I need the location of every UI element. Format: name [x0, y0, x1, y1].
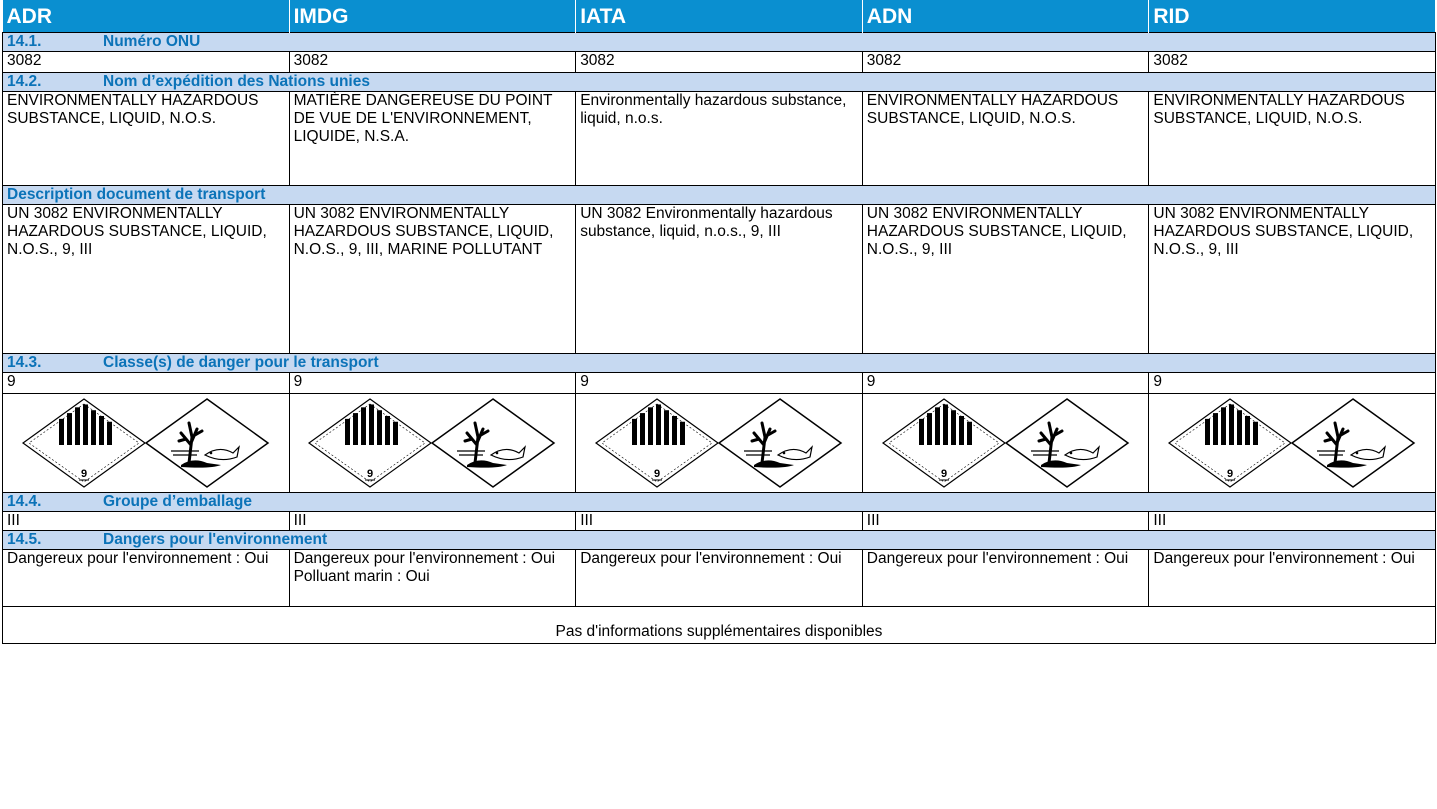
column-header-rid: RID: [1149, 0, 1436, 33]
pictogram-cell: [3, 394, 290, 493]
environment-row: [3, 550, 1436, 607]
transport-doc-cell: UN 3082 Environmentally hazardous substance, liquid, n.o.s., 9, III: [576, 205, 863, 354]
env-danger-cell: Dangereux pour l'environnement : Oui: [576, 550, 863, 607]
un-number-cell: 3082: [3, 52, 290, 73]
packing-group-cell: III: [1149, 512, 1436, 531]
section-title: Description document de transport: [3, 186, 1436, 205]
env-danger-cell: Dangereux pour l'environnement : Oui Polluant marin : Oui: [289, 550, 576, 607]
pictogram-cell: [1149, 394, 1436, 493]
shipping-name-cell: ENVIRONMENTALLY HAZARDOUS SUBSTANCE, LIQUID, N.O.S.: [1149, 92, 1436, 186]
shipping-name-cell: ENVIRONMENTALLY HAZARDOUS SUBSTANCE, LIQUID, N.O.S.: [862, 92, 1149, 186]
class-label: 9: [653, 468, 661, 480]
footer-note: Pas d'informations supplémentaires disponibles: [3, 607, 1436, 644]
env-danger-cell: Dangereux pour l'environnement : Oui: [3, 550, 290, 607]
column-header-adr: ADR: [3, 0, 290, 33]
hazard-class-cell: 9: [289, 373, 576, 394]
section-title: Groupe d’emballage: [103, 493, 253, 510]
transport-doc-cell: UN 3082 ENVIRONMENTALLY HAZARDOUS SUBSTANCE, LIQUID, N.O.S., 9, III: [3, 205, 290, 354]
transport-doc-cell: UN 3082 ENVIRONMENTALLY HAZARDOUS SUBSTANCE, LIQUID, N.O.S., 9, III: [862, 205, 1149, 354]
packing-group-cell: III: [576, 512, 863, 531]
section-number: 14.5.: [7, 531, 42, 548]
un-number-cell: 3082: [289, 52, 576, 73]
class-9-diamond-icon: [1169, 399, 1291, 487]
environment-hazard-icon: [432, 399, 554, 487]
transport-doc-cell: UN 3082 ENVIRONMENTALLY HAZARDOUS SUBSTANCE, LIQUID, N.O.S., 9, III, MARINE POLLUTANT: [289, 205, 576, 354]
hazard-pictograms: [594, 397, 844, 489]
class-9-diamond-icon: [883, 399, 1005, 487]
hazard-class-cell: 9: [3, 373, 290, 394]
un-number-cell: 3082: [1149, 52, 1436, 73]
hazard-class-cell: 9: [862, 373, 1149, 394]
un-number-cell: 3082: [576, 52, 863, 73]
class-label: 9: [1227, 468, 1234, 480]
class-9-diamond-icon: [309, 399, 431, 487]
column-header-iata: IATA: [576, 0, 863, 33]
section-row-environment: [3, 531, 1436, 550]
pictogram-cell: [289, 394, 576, 493]
column-header-adn: ADN: [862, 0, 1149, 33]
class-9-diamond-icon: [23, 399, 145, 487]
pictogram-cell: [576, 394, 863, 493]
shipping-name-row: [3, 92, 1436, 186]
class-9-diamond-icon: [596, 399, 718, 487]
section-row-packing-group: [3, 493, 1436, 512]
shipping-name-cell: Environmentally hazardous substance, liquid, n.o.s.: [576, 92, 863, 186]
environment-hazard-icon: [719, 399, 841, 487]
hazard-pictograms: [21, 397, 271, 489]
packing-group-row: [3, 512, 1436, 531]
environment-hazard-icon: [146, 399, 268, 487]
un-number-cell: 3082: [862, 52, 1149, 73]
section-row-shipping-name: [3, 73, 1436, 92]
hazard-class-cell: 9: [1149, 373, 1436, 394]
section-row-un-number: [3, 33, 1436, 52]
column-header-imdg: IMDG: [289, 0, 576, 33]
un-number-row: [3, 52, 1436, 73]
section-title: Numéro ONU: [103, 33, 201, 50]
section-row-transport-doc: [3, 186, 1436, 205]
section-number: 14.3.: [7, 354, 42, 371]
section-number: 14.2.: [7, 73, 42, 90]
packing-group-cell: III: [3, 512, 290, 531]
env-danger-cell: Dangereux pour l'environnement : Oui: [1149, 550, 1436, 607]
environment-hazard-icon: [1006, 399, 1128, 487]
hazard-pictograms: [881, 397, 1131, 489]
section-row-hazard-class: [3, 354, 1436, 373]
section-title: Classe(s) de danger pour le transport: [103, 354, 379, 371]
transport-info-table: [2, 0, 1436, 644]
section-title: Nom d’expédition des Nations unies: [103, 73, 370, 90]
class-label: 9: [940, 468, 947, 480]
packing-group-cell: III: [862, 512, 1149, 531]
section-number: 14.4.: [7, 493, 42, 510]
shipping-name-cell: ENVIRONMENTALLY HAZARDOUS SUBSTANCE, LIQUID, N.O.S.: [3, 92, 290, 186]
transport-doc-cell: UN 3082 ENVIRONMENTALLY HAZARDOUS SUBSTANCE, LIQUID, N.O.S., 9, III: [1149, 205, 1436, 354]
hazard-class-row: [3, 373, 1436, 394]
section-title: Dangers pour l'environnement: [103, 531, 328, 548]
env-danger-cell: Dangereux pour l'environnement : Oui: [862, 550, 1149, 607]
shipping-name-cell: MATIÈRE DANGEREUSE DU POINT DE VUE DE L'ENVIRONNEMENT, LIQUIDE, N.S.A.: [289, 92, 576, 186]
section-number: 14.1.: [7, 33, 42, 50]
hazard-pictograms: [1167, 397, 1417, 489]
environment-hazard-icon: [1292, 399, 1414, 487]
packing-group-cell: III: [289, 512, 576, 531]
mode-header-row: [3, 0, 1436, 33]
hazard-class-cell: 9: [576, 373, 863, 394]
footer-row: [3, 607, 1436, 644]
class-label: 9: [80, 468, 87, 480]
hazard-pictograms: [307, 397, 557, 489]
pictogram-cell: [862, 394, 1149, 493]
pictogram-row: [3, 394, 1436, 493]
transport-doc-row: [3, 205, 1436, 354]
class-label: 9: [367, 468, 374, 480]
